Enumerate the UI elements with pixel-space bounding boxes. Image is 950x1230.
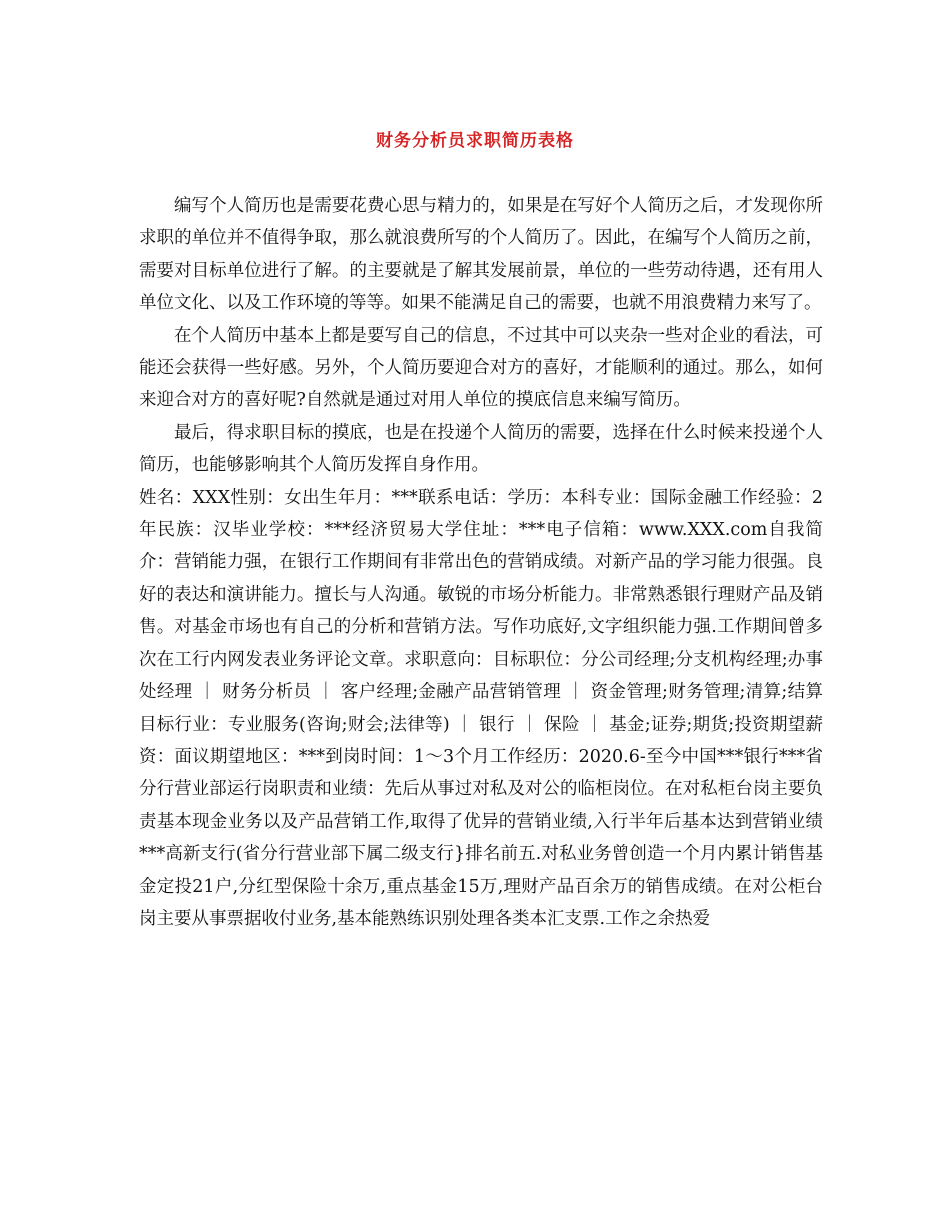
intro-paragraph-1: 编写个人简历也是需要花费心思与精力的，如果是在写好个人简历之后，才发现你所求职的单位并不值得争取，那么就浪费所写的个人简历了。因此，在编写个人简历之前，需要对目标单位进行了解。的主要就是了解其发展前景，单位的一些劳动待遇，还有用人单位文化、以及工作环境的等等。如果不能满足自己的需要，也就不用浪费精力来写了。 xyxy=(139,196,823,314)
resume-details-paragraph: 姓名：XXX性别：女出生年月：***联系电话：学历：本科专业：国际金融工作经验：2年民族：汉毕业学校：***经济贸易大学住址：***电子信箱：www.XXX.com自我简介：营销能力强，在银行工作期间有非常出色的营销成绩。对新产品的学习能力很强。良好的表达和演讲能力。擅长与人沟通。敏锐的市场分析能力。非常熟悉银行理财产品及销售。对基金市场也有自己的分析和营销方法。写作功底好,文字组织能力强.工作期间曾多次在工行内网发表业务评论文章。求职意向：目标职位：分公司经理;分支机构经理;办事处经理 ｜ 财务分析员 ｜ 客户经理;金融产品营销管理 ｜ 资金管理;财务管理;清算;结算目标行业：专业服务(咨询;财会;法律等) ｜ 银行 ｜ 保险 ｜ 基金;证券;期货;投资期望薪资：面议期望地区：***到岗时间：1～3个月工作经历：2020.6-至今中国***银行***省分行营业部运行岗职责和业绩：先后从事过对私及对公的临柜岗位。在对私柜台岗主要负责基本现金业务以及产品营销工作,取得了优异的营销业绩,入行半年后基本达到营销业绩***高新支行(省分行营业部下属二级支行}排名前五.对私业务曾创造一个月内累计销售基金定投21户,分红型保险十余万,重点基金15万,理财产品百余万的销售成绩。在对公柜台岗主要从事票据收付业务,基本能熟练识别处理各类本汇支票.工作之余热爱 xyxy=(139,487,823,929)
intro-paragraph-2: 在个人简历中基本上都是要写自己的信息，不过其中可以夹杂一些对企业的看法，可能还会获得一些好感。另外，个人简历要迎合对方的喜好，才能顺利的通过。那么，如何来迎合对方的喜好呢?自然就是通过对用人单位的摸底信息来编写简历。 xyxy=(139,325,823,411)
document-body xyxy=(139,190,823,935)
document-title: 财务分析员求职简历表格 xyxy=(376,131,574,151)
intro-paragraph-3: 最后，得求职目标的摸底，也是在投递个人简历的需要，选择在什么时候来投递个人简历，也能够影响其个人简历发挥自身作用。 xyxy=(139,422,823,476)
